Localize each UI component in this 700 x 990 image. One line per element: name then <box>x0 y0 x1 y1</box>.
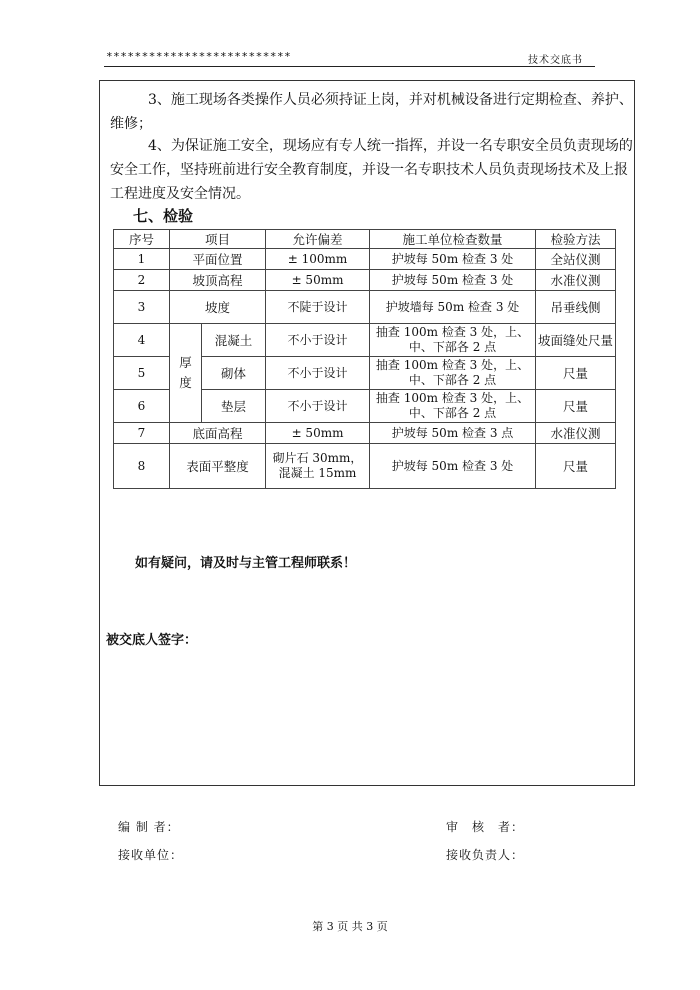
row-no: 5 <box>114 357 170 390</box>
row-method: 尺量 <box>536 390 616 423</box>
table-row <box>114 324 616 357</box>
row-item: 坡度 <box>170 291 266 324</box>
row-tolerance: 不小于设计 <box>266 390 370 423</box>
row-tolerance: 砌片石 30mm，混凝土 15mm <box>266 444 370 489</box>
paragraph-4-text: 4、为保证施工安全，现场应有专人统一指挥，并设一名专职安全员负责现场的安全工作，坚持班前进行安全教育制度，并设一名专职技术人员负责现场技术及上报工程进度及安全情况。 <box>110 138 633 202</box>
row-quantity: 护坡每 50m 检查 3 处 <box>370 270 536 291</box>
thickness-group-label: 厚度 <box>170 324 202 423</box>
section-title-inspection: 七、检验 <box>133 207 194 225</box>
row-tolerance: 不小于设计 <box>266 357 370 390</box>
row-tolerance: ± 50mm <box>266 423 370 444</box>
row-item: 垫层 <box>202 390 266 423</box>
paragraph-4 <box>110 134 634 206</box>
paragraph-3-text: 3、施工现场各类操作人员必须持证上岗，并对机械设备进行定期检查、养护、维修； <box>110 92 633 132</box>
row-item: 砌体 <box>202 357 266 390</box>
header-item: 项目 <box>170 230 266 249</box>
table-row <box>114 423 616 444</box>
row-tolerance: ± 100mm <box>266 249 370 270</box>
row-tolerance: 不小于设计 <box>266 324 370 357</box>
header-tolerance: 允许偏差 <box>266 230 370 249</box>
table-row <box>114 444 616 489</box>
paragraph-3 <box>110 88 634 136</box>
row-method: 全站仪测 <box>536 249 616 270</box>
row-method: 水准仪测 <box>536 423 616 444</box>
header-no: 序号 <box>114 230 170 249</box>
row-no: 3 <box>114 291 170 324</box>
header-asterisks: ************************** <box>106 50 292 63</box>
row-item: 平面位置 <box>170 249 266 270</box>
row-method: 吊垂线侧 <box>536 291 616 324</box>
row-method: 尺量 <box>536 444 616 489</box>
row-quantity: 抽查 100m 检查 3 处，上、中、下部各 2 点 <box>370 324 536 357</box>
row-quantity: 护坡墙每 50m 检查 3 处 <box>370 291 536 324</box>
header-quantity: 施工单位检查数量 <box>370 230 536 249</box>
row-no: 1 <box>114 249 170 270</box>
compiler-label: 编 制 者： <box>118 820 180 834</box>
row-no: 4 <box>114 324 170 357</box>
header-divider <box>104 66 595 67</box>
table-row <box>114 249 616 270</box>
row-no: 2 <box>114 270 170 291</box>
row-no: 6 <box>114 390 170 423</box>
receiving-person-label: 接收负责人： <box>446 848 525 862</box>
row-quantity: 抽查 100m 检查 3 处，上、中、下部各 2 点 <box>370 357 536 390</box>
table-header-row <box>114 230 616 249</box>
table-row <box>114 270 616 291</box>
row-tolerance: 不陡于设计 <box>266 291 370 324</box>
inspection-table <box>113 229 616 489</box>
page-number: 第 3 页 共 3 页 <box>312 920 388 933</box>
row-no: 8 <box>114 444 170 489</box>
header-method: 检验方法 <box>536 230 616 249</box>
row-quantity: 抽查 100m 检查 3 处，上、中、下部各 2 点 <box>370 390 536 423</box>
row-quantity: 护坡每 50m 检查 3 点 <box>370 423 536 444</box>
document-type-label: 技术交底书 <box>528 55 583 66</box>
table-row <box>114 291 616 324</box>
row-method: 水准仪测 <box>536 270 616 291</box>
row-method: 坡面缝处尺量 <box>536 324 616 357</box>
row-quantity: 护坡每 50m 检查 3 处 <box>370 249 536 270</box>
row-tolerance: ± 50mm <box>266 270 370 291</box>
row-quantity: 护坡每 50m 检查 3 处 <box>370 444 536 489</box>
row-item: 混凝土 <box>202 324 266 357</box>
row-item: 底面高程 <box>170 423 266 444</box>
row-item: 坡顶高程 <box>170 270 266 291</box>
receiving-unit-label: 接收单位： <box>118 848 184 862</box>
reviewer-label: 审 核 者： <box>446 820 525 834</box>
row-no: 7 <box>114 423 170 444</box>
receiver-signature-label: 被交底人签字： <box>106 633 198 648</box>
row-method: 尺量 <box>536 357 616 390</box>
contact-notice: 如有疑问，请及时与主管工程师联系！ <box>135 556 357 571</box>
row-item: 表面平整度 <box>170 444 266 489</box>
